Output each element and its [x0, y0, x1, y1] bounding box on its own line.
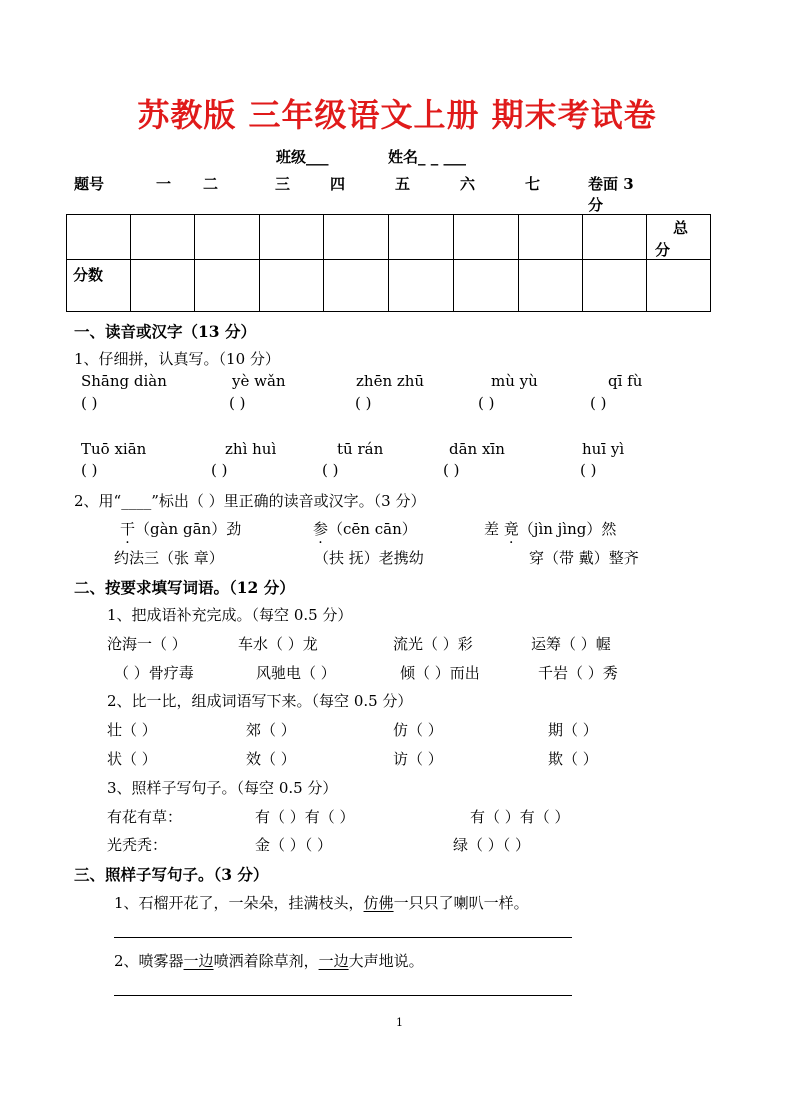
idiom-blank[interactable]: 倾（ ）而出 — [400, 664, 480, 682]
pinyin-item: dān xīn — [449, 440, 505, 458]
total-header-cell — [647, 215, 711, 260]
choice-item: 约法三（张 章） — [114, 549, 224, 567]
score-column-4: 四 — [330, 175, 346, 193]
score-row-label-cell — [67, 260, 131, 312]
idiom-blank[interactable]: 风驰电（ ） — [256, 664, 336, 682]
pinyin-item: yè wǎn — [232, 372, 286, 390]
score-cell — [583, 215, 647, 260]
word-blank[interactable]: 效（ ） — [246, 750, 296, 768]
score-cell — [67, 215, 131, 260]
pinyin-item: huī yì — [582, 440, 625, 458]
answer-blank[interactable]: ( ) — [81, 394, 98, 412]
question-2-2-title: 2、比一比，组成词语写下来。（每空 0.5 分） — [107, 692, 413, 710]
total-label-2: 分 — [655, 241, 671, 259]
total-label: 总 — [673, 219, 689, 237]
idiom-blank[interactable]: 车水（ ）龙 — [238, 635, 318, 653]
neatness-score-label-unit: 分 — [588, 196, 604, 214]
answer-line[interactable] — [114, 937, 572, 938]
idiom-blank[interactable]: 运筹（ ）幄 — [531, 635, 611, 653]
score-cell — [260, 260, 324, 312]
sentence-text: 大声地说。 — [348, 952, 424, 970]
dotted-char: 参 — [313, 520, 329, 538]
word-blank[interactable]: 欺（ ） — [548, 750, 598, 768]
section-2-heading: 二、按要求填写词语。（12 分） — [74, 578, 295, 597]
dotted-char: 竟 — [503, 520, 519, 538]
pattern-example: 有花有草： — [107, 808, 183, 826]
section-1-heading: 一、读音或汉字（13 分） — [74, 322, 256, 341]
choice-text: （cēn cān） — [328, 520, 417, 538]
sentence-text: 喷洒着除草剂， — [213, 952, 319, 970]
sentence-text: 2、喷雾器 — [114, 952, 184, 970]
pinyin-item: Tuō xiān — [81, 440, 147, 458]
pinyin-item: tū rán — [337, 440, 384, 458]
choice-text: （gàn gān）劲 — [135, 520, 242, 538]
score-cell — [260, 215, 324, 260]
score-cell — [389, 260, 454, 312]
score-cell — [195, 260, 260, 312]
answer-blank[interactable]: ( ) — [81, 461, 98, 479]
word-blank[interactable]: 期（ ） — [548, 721, 598, 739]
score-column-3: 三 — [275, 175, 291, 193]
score-column-6: 六 — [460, 175, 476, 193]
sentence-text: 1、石榴开花了，一朵朵，挂满枝头， — [114, 894, 364, 912]
idiom-blank[interactable]: 流光（ ）彩 — [393, 635, 473, 653]
choice-item: 穿（带 戴）整齐 — [529, 549, 639, 567]
score-column-2: 二 — [203, 175, 219, 193]
word-blank[interactable]: 状（ ） — [107, 750, 157, 768]
idiom-blank[interactable]: 沧海一（ ） — [107, 635, 187, 653]
pinyin-item: zhēn zhū — [356, 372, 425, 390]
example-sentence-2 — [114, 950, 424, 971]
score-cell — [647, 260, 711, 312]
choice-item — [313, 518, 417, 539]
word-blank[interactable]: 访（ ） — [393, 750, 443, 768]
choice-item — [120, 518, 241, 539]
underlined-word: 仿佛 — [363, 894, 394, 912]
pinyin-item: Shāng diàn — [81, 372, 167, 390]
score-cell — [195, 215, 260, 260]
score-table — [66, 214, 711, 312]
pinyin-item: qī fù — [608, 372, 643, 390]
question-2-1-title: 1、把成语补充完成。（每空 0.5 分） — [107, 606, 353, 624]
answer-blank[interactable]: ( ) — [355, 394, 372, 412]
word-blank[interactable]: 仿（ ） — [393, 721, 443, 739]
pattern-blank[interactable]: 有（ ）有（ ） — [255, 808, 355, 826]
score-cell — [131, 260, 195, 312]
name-field-label: 姓名_ _ ___ — [388, 148, 466, 166]
choice-item — [484, 518, 616, 539]
question-1-2-title: 2、用“____”标出（ ）里正确的读音或汉字。（3 分） — [74, 492, 426, 510]
pinyin-item: zhì huì — [225, 440, 277, 458]
idiom-blank[interactable]: 千岩（ ）秀 — [538, 664, 618, 682]
answer-line[interactable] — [114, 995, 572, 996]
score-cell — [583, 260, 647, 312]
page-title: 苏教版 三年级语文上册 期末考试卷 — [137, 96, 657, 134]
answer-blank[interactable]: ( ) — [443, 461, 460, 479]
sentence-text: 一只只了喇叭一样。 — [393, 894, 529, 912]
score-cell — [454, 260, 519, 312]
answer-blank[interactable]: ( ) — [229, 394, 246, 412]
example-sentence-1 — [114, 892, 529, 913]
answer-blank[interactable]: ( ) — [478, 394, 495, 412]
answer-blank[interactable]: ( ) — [590, 394, 607, 412]
neatness-score-label: 卷面 3 — [588, 175, 634, 193]
pinyin-item: mù yù — [491, 372, 538, 390]
score-cell — [454, 215, 519, 260]
score-row-label: 分数 — [73, 266, 104, 284]
score-column-1: 一 — [156, 175, 172, 193]
question-1-1-title: 1、仔细拼，认真写。（10 分） — [74, 350, 280, 368]
underlined-word: 一边 — [318, 952, 349, 970]
pattern-blank[interactable]: 金（ ）（ ） — [255, 836, 333, 854]
dotted-char: 干 — [120, 520, 136, 538]
score-column-5: 五 — [395, 175, 411, 193]
underlined-word: 一边 — [183, 952, 214, 970]
pattern-blank[interactable]: 有（ ）有（ ） — [470, 808, 570, 826]
section-3-heading: 三、照样子写句子。（3 分） — [74, 865, 269, 884]
score-cell — [131, 215, 195, 260]
score-cell — [519, 260, 583, 312]
score-cell — [519, 215, 583, 260]
class-field-label: 班级___ — [276, 148, 329, 166]
question-2-3-title: 3、照样子写句子。（每空 0.5 分） — [107, 779, 338, 797]
pattern-example: 光秃秃： — [107, 836, 168, 854]
choice-item: （扶 抚）老携幼 — [314, 549, 424, 567]
answer-blank[interactable]: ( ) — [322, 461, 339, 479]
choice-text: 差 — [484, 520, 504, 538]
choice-text: （jìn jìng）然 — [518, 520, 617, 538]
idiom-blank[interactable]: （ ）骨疗毒 — [114, 664, 194, 682]
score-column-7: 七 — [525, 175, 541, 193]
answer-blank[interactable]: ( ) — [580, 461, 597, 479]
word-blank[interactable]: 壮（ ） — [107, 721, 157, 739]
score-cell — [389, 215, 454, 260]
answer-blank[interactable]: ( ) — [211, 461, 228, 479]
question-number-label: 题号 — [74, 175, 105, 193]
word-blank[interactable]: 郊（ ） — [246, 721, 296, 739]
pattern-blank[interactable]: 绿（ ）（ ） — [453, 836, 531, 854]
score-cell — [324, 215, 389, 260]
score-cell — [324, 260, 389, 312]
page-number: 1 — [396, 1016, 403, 1029]
